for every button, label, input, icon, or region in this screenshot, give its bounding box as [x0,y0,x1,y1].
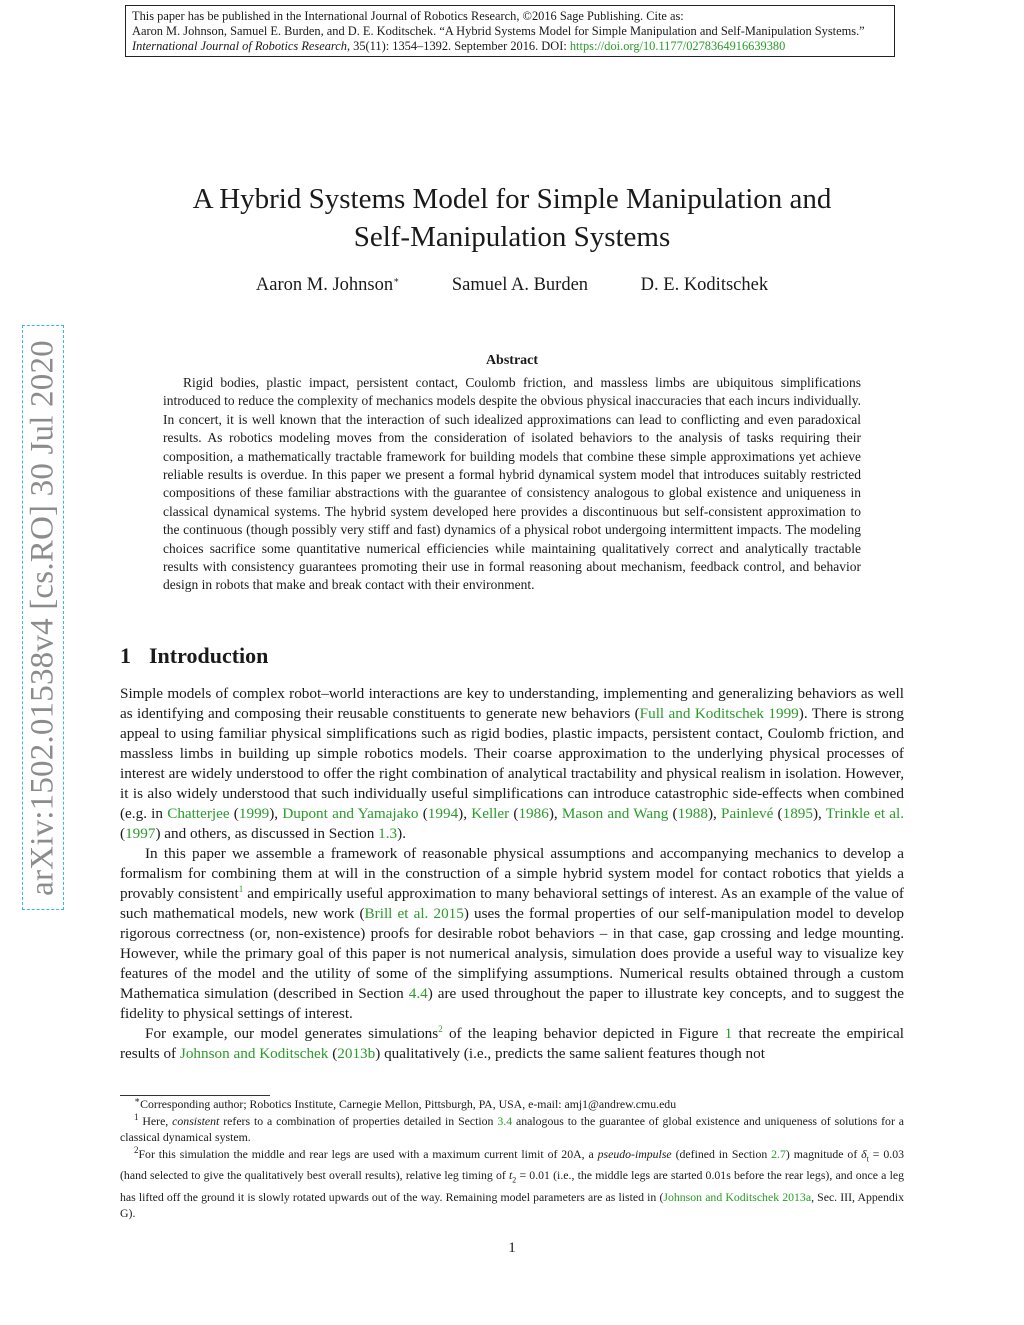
footnote-mark-1: 1 [134,1112,139,1123]
math-value: = 0.03 [868,1147,904,1161]
math-value: = 0.01 [516,1168,550,1183]
corresponding-mark: ∗ [393,274,400,285]
text: Here, [138,1114,173,1128]
section-title: Introduction [149,643,269,668]
text: and empirically useful approximation to many behavioral settings of interest. As an example of the value of such mathematical models, new work ( [120,885,904,922]
footnote-2 [120,1146,904,1221]
text: (defined in Section [671,1147,772,1161]
footnote-ref-2[interactable]: 2 [438,1023,443,1034]
author-3: D. E. Koditschek [640,275,769,295]
text: ) uses the formal properties of our self-manipulation model to develop rigorous correctness (or, non-existence) proofs for desirable robot behaviors – in that case, gap crossing and ledge mounting. However, while the primary goal of this paper is not numerical analysis, simulation does provide a useful way to visualize key features of the model and the utility of some of the simplifying assumptions. Numerical results obtained through a custom Mathematica simulation (described in Section [120,905,904,1002]
footnote-ref-1[interactable]: 1 [238,883,244,894]
author-1-name: Aaron M. Johnson [255,275,394,295]
text: ), [458,805,472,822]
citation-link[interactable]: Chatterjee [167,805,230,822]
text: ), [548,805,562,822]
section-link[interactable]: 4.4 [408,985,428,1002]
text: of the leaping behavior depicted in Figure [442,1025,725,1042]
citation-year-link[interactable]: 1895 [782,805,813,822]
author-1 [256,275,399,296]
citation-link[interactable]: Mason and Wang [561,805,669,822]
abstract-heading: Abstract [485,353,539,368]
footnote-corresponding [120,1096,904,1112]
text: , Sec. III, Appendix G). [120,1189,904,1220]
text: ). [397,825,406,842]
text: ( [120,825,126,842]
text: that recreate the empirical results of [120,1025,904,1062]
notice-line-2: Aaron M. Johnson, Samuel E. Burden, and D. E. Koditschek. “A Hybrid Systems Model for Simple Manipulation and Self-Manipulation Systems.” [132,24,865,39]
citation-link[interactable]: Keller [471,805,510,822]
text: For example, our model generates simulations [145,1025,439,1042]
section-link[interactable]: 3.4 [497,1114,513,1128]
section-heading [120,643,268,669]
emphasis: consistent [172,1114,220,1128]
footnote-mark-2: 2 [134,1145,139,1156]
text: ) and others, as discussed in Section [155,825,379,842]
section-link[interactable]: 1.3 [378,825,398,842]
paragraph-1 [120,684,904,844]
text: Corresponding author; Robotics Institute, Carnegie Mellon, Pittsburgh, PA, USA, e-mail: amj1@andrew.cmu.edu [140,1097,677,1111]
footnote-mark-star: ∗ [134,1095,141,1106]
citation-year-link[interactable]: 1999 [238,805,270,822]
text: For this simulation the middle and rear legs are used with a maximum current limit of 20A, a [138,1147,598,1161]
text: Simple models of complex robot–world interactions are key to understanding, implementing and generalizing behaviors as well as identifying and composing their reusable constituents to generate new behaviors ( [120,685,904,722]
body-text [120,684,904,1064]
citation-link[interactable]: Full and Koditschek 1999 [639,705,799,722]
citation-year-link[interactable]: 1997 [125,825,156,842]
paragraph-2 [120,844,904,1024]
citation-year-link[interactable]: 2013b [337,1045,376,1062]
arxiv-identifier[interactable]: arXiv:1502.01538v4 [cs.RO] 30 Jul 2020 [24,340,61,896]
page-number: 1 [508,1240,516,1256]
journal-name: International Journal of Robotics Research [132,39,347,54]
title-line-2: Self-Manipulation Systems [353,221,671,253]
notice-line-1: This paper has be published in the International Journal of Robotics Research, ©2016 Sage Publishing. Cite as: [132,9,684,23]
abstract-text: Rigid bodies, plastic impact, persistent contact, Coulomb friction, and massless limbs are ubiquitous simplifications introduced to reduce the complexity of mechanics models despite the obvious physical inaccuracies that each incurs individually. In concert, it is well known that the interaction of such idealized approximations can lead to conflicting and even paradoxical results. As robotics modeling moves from the consideration of isolated behaviors to the analysis of tasks requiring their composition, a mathematically tractable framework for building models that combine these simple approximations yet achieve reliable results is overdue. In this paper we present a formal hybrid dynamical system model that introduces suitably restricted compositions of these familiar abstractions with the guarantee of consistency analogous to global existence and uniqueness in classical dynamical systems. The hybrid system developed here provides a discontinuous but self-consistent approximation to the continuous (though possibly very stiff and fast) dynamics of a physical robot undergoing intermittent impacts. The modeling choices sacrifice some quantitative numerical efficiencies while maintaining qualitatively correct and analytically tractable results with consistency guarantees promoting their use in formal reasoning about mechanism, feedback control, and behavior design in robots that make and break contact with their environment. [163,375,861,593]
text: analogous to the guarantee of global existence and uniqueness of solutions for a classical dynamical system. [120,1114,904,1144]
text: ) magnitude of [785,1147,862,1161]
abstract [163,374,861,595]
text: (hand selected to give the qualitatively best overall results), relative leg timing of [120,1168,509,1183]
author-list [0,275,1024,296]
notice-line-3 [132,39,888,54]
text: ) are used throughout the paper to illustrate key concepts, and to suggest the fidelity to physical settings of interest. [120,985,904,1022]
paper-title [0,180,1024,256]
citation-year-link[interactable]: 1994 [427,805,459,822]
math-subscript: 2 [512,1175,517,1185]
footnote-1 [120,1113,904,1145]
text: ). There is strong appeal to using familiar physical simplifications such as rigid bodies, plastic impacts, persistent contact, Coulomb friction, and massless limbs in building up simple robotics models. Their coarse approximation to the underlying physical processes of interest are widely understood to offer the right combination of analytical tractability and physical realism in isolation. However, it is also widely understood that such individually useful simplifications can introduce catastrophic side-effects when combined (e.g. in [120,705,904,822]
footnotes [120,1096,904,1222]
text: ), [269,805,283,822]
citation-details: , 35(11): 1354–1392. September 2016. DOI: [346,39,570,54]
citation-link[interactable]: Painlevé [721,805,774,822]
text: refers to a combination of properties detailed in Section [219,1114,498,1128]
doi-link[interactable]: https://doi.org/10.1177/0278364916639380 [569,39,786,54]
citation-link[interactable]: Trinkle et al. [825,805,905,822]
citation-year-link[interactable]: 1988 [677,805,708,822]
title-line-1: A Hybrid Systems Model for Simple Manipulation and [192,183,832,215]
text: ), [812,805,826,822]
paragraph-3 [120,1024,904,1064]
math-delta: δ [861,1147,867,1161]
section-link[interactable]: 2.7 [771,1147,786,1161]
citation-link[interactable]: Brill et al. 2015 [364,905,464,922]
figure-link[interactable]: 1 [724,1025,733,1042]
citation-link[interactable]: Dupont and Yamajako [282,805,419,822]
author-2: Samuel A. Burden [451,275,589,295]
text: ( [418,805,428,822]
text: ( [668,805,678,822]
citation-year-link[interactable]: 1986 [518,805,549,822]
publication-notice [125,5,895,57]
math-subscript: t [866,1154,869,1164]
emphasis: pseudo-impulse [597,1147,672,1161]
text: ( [328,1045,338,1062]
text: ( [509,805,519,822]
text: In this paper we assemble a framework of reasonable physical assumptions and accompanying mechanics to develop a formalism for combining them at will in the construction of a simple hybrid system model for contact robotics that yields a provably consistent [120,845,904,902]
text: ( [229,805,239,822]
citation-link[interactable]: Johnson and Koditschek [179,1045,329,1062]
text: ) qualitatively (i.e., predicts the same salient features though not [375,1045,765,1062]
citation-link[interactable]: Johnson and Koditschek 2013a [663,1189,812,1204]
section-number: 1 [120,643,131,668]
text: ( [773,805,783,822]
text: (i.e., the middle legs are started 0.01s before the rear legs), and once a leg has lifted off the ground it is slowly rotated upwards out of the way. Remaining model parameters are as listed in ( [120,1168,904,1204]
math-t: t [508,1168,513,1183]
text: ), [707,805,722,822]
